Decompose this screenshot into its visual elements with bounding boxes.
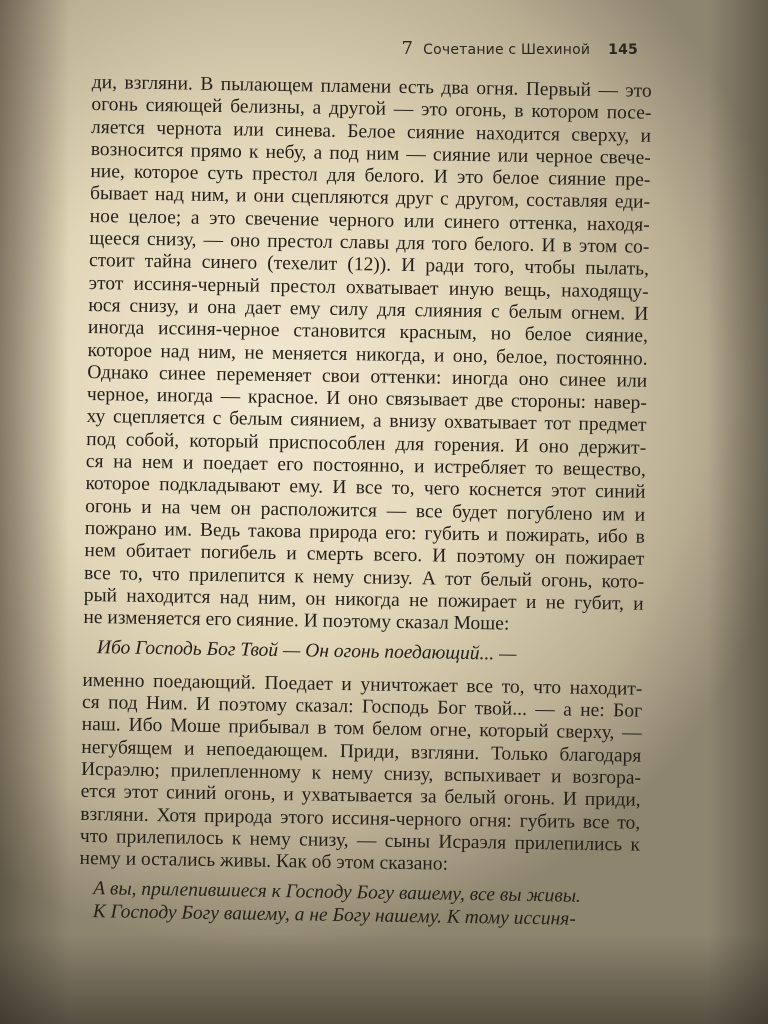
text-line: негубящем и непоедающем. Приди, взгляни. Только благодаря xyxy=(81,736,642,767)
text-line: ся на нем и поедает его постоянно, и истребляет то вещество, xyxy=(85,451,646,481)
text-line: Однако синее переменяет свои оттенки: иногда оно синее или xyxy=(87,361,648,392)
text-line: ние, которое суть престол для белого. И это белое сияние пре- xyxy=(90,161,651,191)
text-line: именно поедающий. Поедает и уничтожает все то, что находит- xyxy=(82,669,643,700)
text-line: которое подкладывают ему. И все то, чего коснется этот синий xyxy=(85,473,646,504)
page-text xyxy=(78,72,651,942)
text-line: пожрано им. Ведь такова природа его: губить и пожирать, ибо в xyxy=(84,517,645,548)
text-line: бывает над ним, и они сцепляются друг с другом, составляя еди- xyxy=(89,183,651,214)
text-line: иногда иссиня-черное становится красным, но белое сияние, xyxy=(87,317,649,348)
bottom-shadow xyxy=(0,934,768,1024)
text-line: которое над ним, не меняется никогда, и оно, белое, постоянно. xyxy=(87,339,648,370)
scripture-quote: К Господу Богу вашему, а не Богу нашему. К тому иссиня- xyxy=(92,900,576,930)
text-line: ди, взгляни. В пылающем пламени есть два огня. Первый — это xyxy=(91,72,652,102)
text-line: наш. Ибо Моше прибывал в том белом огне, который сверху, — xyxy=(81,714,642,745)
scripture-quote: Ибо Господь Бог Твой — Он огонь поедающий... — xyxy=(96,637,517,666)
left-shadow xyxy=(0,0,70,1024)
text-line: щееся снизу, — оно престол славы для того белого. И в этом со- xyxy=(89,228,650,258)
header-mark: 7 xyxy=(401,38,414,59)
header-title: Сочетание с Шехиной xyxy=(423,42,591,58)
text-line: нему и остались живы. Как об этом сказано: xyxy=(79,847,449,875)
text-line: возносится прямо к небу, а под ним — сияние или черное свече- xyxy=(90,138,651,169)
text-line: этот иссиня-черный престол охватывает иную вещь, находящу- xyxy=(88,272,649,303)
text-line: не изменяется его сияние. И поэтому сказал Моше: xyxy=(83,607,510,635)
text-line: ется этот синий огонь, и ухватывается за белый огонь. И приди, xyxy=(80,781,641,811)
text-line: ху сцепляется с белым сиянием, а внизу охватывает тот предмет xyxy=(86,406,647,437)
text-line: юся снизу, и она дает ему силу для слияния с белым огнем. И xyxy=(88,294,649,325)
text-line: под собой, который приспособлен для горения. И оно держит- xyxy=(86,428,647,459)
text-line: ное целое; а это свечение черного или синего оттенка, находя- xyxy=(89,205,650,236)
scripture-quote: А вы, прилепившиеся к Господу Богу вашему, все вы живы. xyxy=(93,878,582,908)
text-line: что прилепилось к нему снизу, — сыны Исраэля прилепились к xyxy=(79,825,641,856)
text-line: Исраэлю; прилепленному к нему снизу, вспыхивает и возгора- xyxy=(80,758,642,789)
text-line: взгляни. Хотя природа этого иссиня-черного огня: губить все то, xyxy=(80,803,641,834)
text-line: черное, иногда — красное. И оно связывает две стороны: навер- xyxy=(86,384,648,414)
text-line: рый находится над ним, он никогда не пожирает и не губит, и xyxy=(83,584,644,615)
text-line: все то, что прилепится к нему снизу. А тот белый огонь, кото- xyxy=(83,562,645,593)
text-line: огонь и на чем он расположится — все будет погублено им и xyxy=(85,495,646,526)
text-line: нем обитает погибель и смерть всего. И поэтому он пожирает xyxy=(84,540,645,570)
running-header xyxy=(402,38,639,59)
page-number: 145 xyxy=(608,42,638,58)
text-line: стоит тайна синего (техелит (12)). И ради того, чтобы пылать, xyxy=(88,250,650,281)
text-line: огонь сияющей белизны, а другой — это огонь, в котором посе- xyxy=(91,94,652,125)
text-line: ляется чернота или синева. Белое сияние находится сверху, и xyxy=(90,116,652,147)
text-line: ся под Ним. И поэтому сказал: Господь Бог твой... — а не: Бог xyxy=(81,691,643,722)
right-shadow xyxy=(708,0,768,1024)
